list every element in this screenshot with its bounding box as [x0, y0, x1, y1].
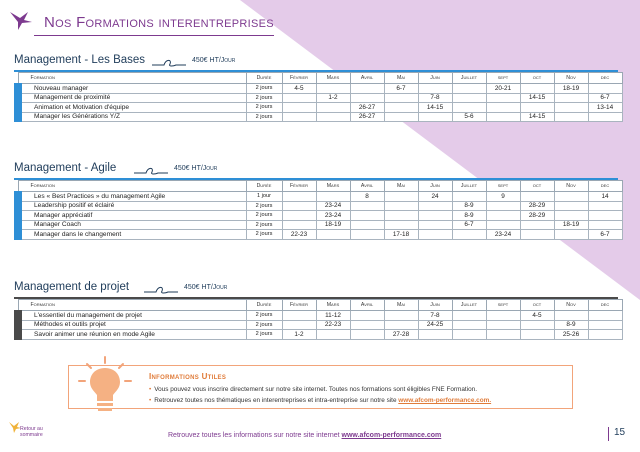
- session-date-cell: [486, 320, 520, 330]
- session-date-cell: [452, 103, 486, 113]
- session-date-cell: [282, 201, 316, 211]
- session-date-cell: [588, 112, 622, 122]
- session-date-cell: [350, 201, 384, 211]
- section-title-row: [14, 160, 618, 178]
- session-date-cell: 23-24: [316, 201, 350, 211]
- col-header: Formation: [18, 181, 246, 192]
- session-date-cell: [316, 103, 350, 113]
- session-date-cell: [282, 93, 316, 103]
- session-date-cell: 1-2: [316, 93, 350, 103]
- session-date-cell: 8-9: [452, 211, 486, 221]
- hummingbird-logo-icon: [8, 8, 34, 32]
- course-duration: 2 jours: [246, 93, 282, 103]
- course-name: Manager appréciatif: [18, 211, 246, 221]
- session-date-cell: [418, 211, 452, 221]
- session-date-cell: [316, 230, 350, 240]
- col-header: Mars: [316, 181, 350, 192]
- session-date-cell: 6-7: [588, 93, 622, 103]
- course-duration: 2 jours: [246, 103, 282, 113]
- course-duration: 1 jour: [246, 192, 282, 202]
- session-date-cell: 6-7: [588, 230, 622, 240]
- session-date-cell: 22-23: [282, 230, 316, 240]
- course-name: L'essentiel du management de projet: [18, 311, 246, 321]
- table-row: [18, 230, 622, 240]
- col-header: Juin: [418, 73, 452, 84]
- col-header: sept: [486, 181, 520, 192]
- session-date-cell: [316, 330, 350, 340]
- session-date-cell: [452, 311, 486, 321]
- session-date-cell: [384, 103, 418, 113]
- session-date-cell: [350, 211, 384, 221]
- info-title: Informations Utiles: [149, 372, 227, 381]
- col-header: oct: [520, 181, 554, 192]
- table-row: [18, 93, 622, 103]
- session-date-cell: 14-15: [520, 93, 554, 103]
- info-box: [68, 365, 573, 409]
- session-date-cell: 25-26: [554, 330, 588, 340]
- session-date-cell: [350, 84, 384, 94]
- session-date-cell: 17-18: [384, 230, 418, 240]
- site-link[interactable]: www.afcom-performance.com.: [398, 397, 492, 404]
- table-row: [18, 103, 622, 113]
- course-name: Management de proximité: [18, 93, 246, 103]
- session-date-cell: 6-7: [452, 220, 486, 230]
- schedule-table: [14, 299, 623, 340]
- schedule-table: [14, 180, 623, 240]
- section-price: 450€ HT/Jour: [184, 284, 228, 291]
- info-line: • Retrouvez toutes nos thématiques en interentreprises et intra-entreprise sur notre site www.afcom-performance.com.: [149, 397, 492, 404]
- session-date-cell: 9: [486, 192, 520, 202]
- session-date-cell: [520, 320, 554, 330]
- session-date-cell: 7-8: [418, 93, 452, 103]
- col-header: Mars: [316, 300, 350, 311]
- session-date-cell: [282, 211, 316, 221]
- table-row: [18, 220, 622, 230]
- session-date-cell: 14: [588, 192, 622, 202]
- section-title-row: [14, 52, 618, 70]
- session-date-cell: 8: [350, 192, 384, 202]
- col-header: Nov: [554, 300, 588, 311]
- session-date-cell: 6-7: [384, 84, 418, 94]
- session-date-cell: [520, 230, 554, 240]
- info-line: • Vous pouvez vous inscrire directement sur notre site internet. Toutes nos formations sont éligibles FNE Formation.: [149, 386, 478, 393]
- section-management-projet: [14, 279, 618, 340]
- session-date-cell: [418, 230, 452, 240]
- session-date-cell: 8-9: [554, 320, 588, 330]
- course-duration: 2 jours: [246, 220, 282, 230]
- session-date-cell: 22-23: [316, 320, 350, 330]
- session-date-cell: [554, 201, 588, 211]
- section-title: Management - Les Bases: [14, 54, 146, 66]
- course-name: Animation et Motivation d'équipe: [18, 103, 246, 113]
- session-date-cell: [350, 330, 384, 340]
- col-header: Avril: [350, 73, 384, 84]
- col-header: Mars: [316, 73, 350, 84]
- session-date-cell: [554, 311, 588, 321]
- session-date-cell: 23-24: [486, 230, 520, 240]
- col-header: Juin: [418, 300, 452, 311]
- session-date-cell: [452, 230, 486, 240]
- course-name: Savoir animer une réunion en mode Agile: [18, 330, 246, 340]
- session-date-cell: [384, 93, 418, 103]
- col-header: Juin: [418, 181, 452, 192]
- session-date-cell: [282, 311, 316, 321]
- col-header: Juillet: [452, 300, 486, 311]
- footer-site-link[interactable]: www.afcom-performance.com: [341, 432, 442, 439]
- session-date-cell: [554, 112, 588, 122]
- section-price: 450€ HT/Jour: [192, 57, 236, 64]
- section-title-row: [14, 279, 618, 297]
- course-name: Manager les Générations Y/Z: [18, 112, 246, 122]
- session-date-cell: [452, 84, 486, 94]
- session-date-cell: [282, 320, 316, 330]
- session-date-cell: [384, 220, 418, 230]
- course-name: Manager dans le changement: [18, 230, 246, 240]
- table-header-row: [18, 73, 622, 84]
- session-date-cell: [486, 112, 520, 122]
- session-date-cell: 4-5: [520, 311, 554, 321]
- course-name: Nouveau manager: [18, 84, 246, 94]
- session-date-cell: [588, 320, 622, 330]
- col-header: Mai: [384, 181, 418, 192]
- col-header: Formation: [18, 300, 246, 311]
- session-date-cell: [418, 220, 452, 230]
- session-date-cell: [588, 330, 622, 340]
- session-date-cell: [588, 311, 622, 321]
- col-header: Formation: [18, 73, 246, 84]
- session-date-cell: 8-9: [452, 201, 486, 211]
- session-date-cell: [282, 220, 316, 230]
- session-date-cell: [554, 230, 588, 240]
- page-header: [8, 8, 338, 34]
- session-date-cell: 24-25: [418, 320, 452, 330]
- session-date-cell: [486, 201, 520, 211]
- page-number: 15: [608, 427, 625, 441]
- session-date-cell: [316, 112, 350, 122]
- session-date-cell: [452, 330, 486, 340]
- session-date-cell: 26-27: [350, 103, 384, 113]
- col-header: Durée: [246, 300, 282, 311]
- course-name: Manager Coach: [18, 220, 246, 230]
- session-date-cell: [486, 220, 520, 230]
- session-date-cell: [588, 84, 622, 94]
- session-date-cell: 5-6: [452, 112, 486, 122]
- col-header: Juillet: [452, 73, 486, 84]
- session-date-cell: [588, 220, 622, 230]
- col-header: oct: [520, 300, 554, 311]
- col-header: Durée: [246, 73, 282, 84]
- session-date-cell: [384, 211, 418, 221]
- lightbulb-icon: [73, 355, 137, 417]
- course-duration: 2 jours: [246, 330, 282, 340]
- session-date-cell: 26-27: [350, 112, 384, 122]
- back-label: Retour au sommaire: [20, 426, 43, 438]
- session-date-cell: [282, 112, 316, 122]
- session-date-cell: [418, 330, 452, 340]
- table-row: [18, 192, 622, 202]
- course-name: Les « Best Practices » du management Agile: [18, 192, 246, 202]
- session-date-cell: 28-29: [520, 201, 554, 211]
- table-row: [18, 84, 622, 94]
- squiggle-icon: [152, 57, 186, 67]
- session-date-cell: [418, 201, 452, 211]
- col-header: Durée: [246, 181, 282, 192]
- session-date-cell: 20-21: [486, 84, 520, 94]
- session-date-cell: [486, 330, 520, 340]
- session-date-cell: 11-12: [316, 311, 350, 321]
- col-header: Juillet: [452, 181, 486, 192]
- course-duration: 2 jours: [246, 311, 282, 321]
- session-date-cell: [452, 320, 486, 330]
- col-header: dec: [588, 73, 622, 84]
- session-date-cell: [452, 93, 486, 103]
- header-rule: [34, 35, 274, 36]
- section-management-bases: [14, 52, 618, 122]
- session-date-cell: 14-15: [418, 103, 452, 113]
- session-date-cell: 27-28: [384, 330, 418, 340]
- session-date-cell: [554, 192, 588, 202]
- session-date-cell: 23-24: [316, 211, 350, 221]
- session-date-cell: [520, 84, 554, 94]
- session-date-cell: 13-14: [588, 103, 622, 113]
- session-date-cell: [588, 211, 622, 221]
- session-date-cell: [350, 93, 384, 103]
- course-duration: 2 jours: [246, 201, 282, 211]
- session-date-cell: 18-19: [554, 220, 588, 230]
- session-date-cell: [486, 311, 520, 321]
- session-date-cell: [520, 330, 554, 340]
- session-date-cell: [384, 192, 418, 202]
- session-date-cell: [588, 201, 622, 211]
- table-row: [18, 320, 622, 330]
- session-date-cell: 24: [418, 192, 452, 202]
- col-header: oct: [520, 73, 554, 84]
- col-header: Février: [282, 300, 316, 311]
- session-date-cell: [486, 103, 520, 113]
- col-header: sept: [486, 73, 520, 84]
- squiggle-icon: [144, 284, 178, 294]
- session-date-cell: 1-2: [282, 330, 316, 340]
- col-header: dec: [588, 300, 622, 311]
- col-header: Février: [282, 181, 316, 192]
- session-date-cell: [384, 320, 418, 330]
- col-header: Avril: [350, 181, 384, 192]
- session-date-cell: [520, 220, 554, 230]
- table-header-row: [18, 300, 622, 311]
- col-header: Février: [282, 73, 316, 84]
- session-date-cell: [554, 211, 588, 221]
- session-date-cell: [316, 192, 350, 202]
- session-date-cell: [384, 311, 418, 321]
- session-date-cell: [350, 320, 384, 330]
- schedule-table: [14, 72, 623, 122]
- session-date-cell: [418, 112, 452, 122]
- course-duration: 2 jours: [246, 320, 282, 330]
- col-header: Nov: [554, 181, 588, 192]
- section-title: Management de projet: [14, 281, 130, 293]
- session-date-cell: [486, 93, 520, 103]
- table-header-row: [18, 181, 622, 192]
- section-management-agile: [14, 160, 618, 240]
- col-header: Mai: [384, 73, 418, 84]
- session-date-cell: [520, 103, 554, 113]
- session-date-cell: [350, 230, 384, 240]
- col-header: sept: [486, 300, 520, 311]
- page-title: Nos Formations interentreprises: [44, 14, 274, 31]
- session-date-cell: [554, 103, 588, 113]
- course-duration: 2 jours: [246, 112, 282, 122]
- session-date-cell: [282, 103, 316, 113]
- course-duration: 2 jours: [246, 84, 282, 94]
- course-name: Méthodes et outils projet: [18, 320, 246, 330]
- table-row: [18, 330, 622, 340]
- col-header: Mai: [384, 300, 418, 311]
- course-name: Leadership positif et éclairé: [18, 201, 246, 211]
- col-header: Nov: [554, 73, 588, 84]
- section-price: 450€ HT/Jour: [174, 165, 218, 172]
- session-date-cell: [452, 192, 486, 202]
- table-row: [18, 311, 622, 321]
- session-date-cell: [350, 311, 384, 321]
- back-to-summary-button[interactable]: [8, 420, 68, 446]
- session-date-cell: [282, 192, 316, 202]
- session-date-cell: 14-15: [520, 112, 554, 122]
- col-header: Avril: [350, 300, 384, 311]
- squiggle-icon: [134, 165, 168, 175]
- session-date-cell: [384, 201, 418, 211]
- session-date-cell: [418, 84, 452, 94]
- session-date-cell: 18-19: [554, 84, 588, 94]
- table-row: [18, 201, 622, 211]
- table-row: [18, 112, 622, 122]
- col-header: dec: [588, 181, 622, 192]
- session-date-cell: [486, 211, 520, 221]
- session-date-cell: [384, 112, 418, 122]
- footer-text: Retrouvez toutes les informations sur notre site internet www.afcom-performance.com: [168, 432, 442, 439]
- session-date-cell: 4-5: [282, 84, 316, 94]
- session-date-cell: 28-29: [520, 211, 554, 221]
- session-date-cell: [520, 192, 554, 202]
- session-date-cell: 18-19: [316, 220, 350, 230]
- session-date-cell: 7-8: [418, 311, 452, 321]
- session-date-cell: [350, 220, 384, 230]
- table-row: [18, 211, 622, 221]
- session-date-cell: [316, 84, 350, 94]
- course-duration: 2 jours: [246, 230, 282, 240]
- course-duration: 2 jours: [246, 211, 282, 221]
- session-date-cell: [554, 93, 588, 103]
- section-title: Management - Agile: [14, 162, 117, 174]
